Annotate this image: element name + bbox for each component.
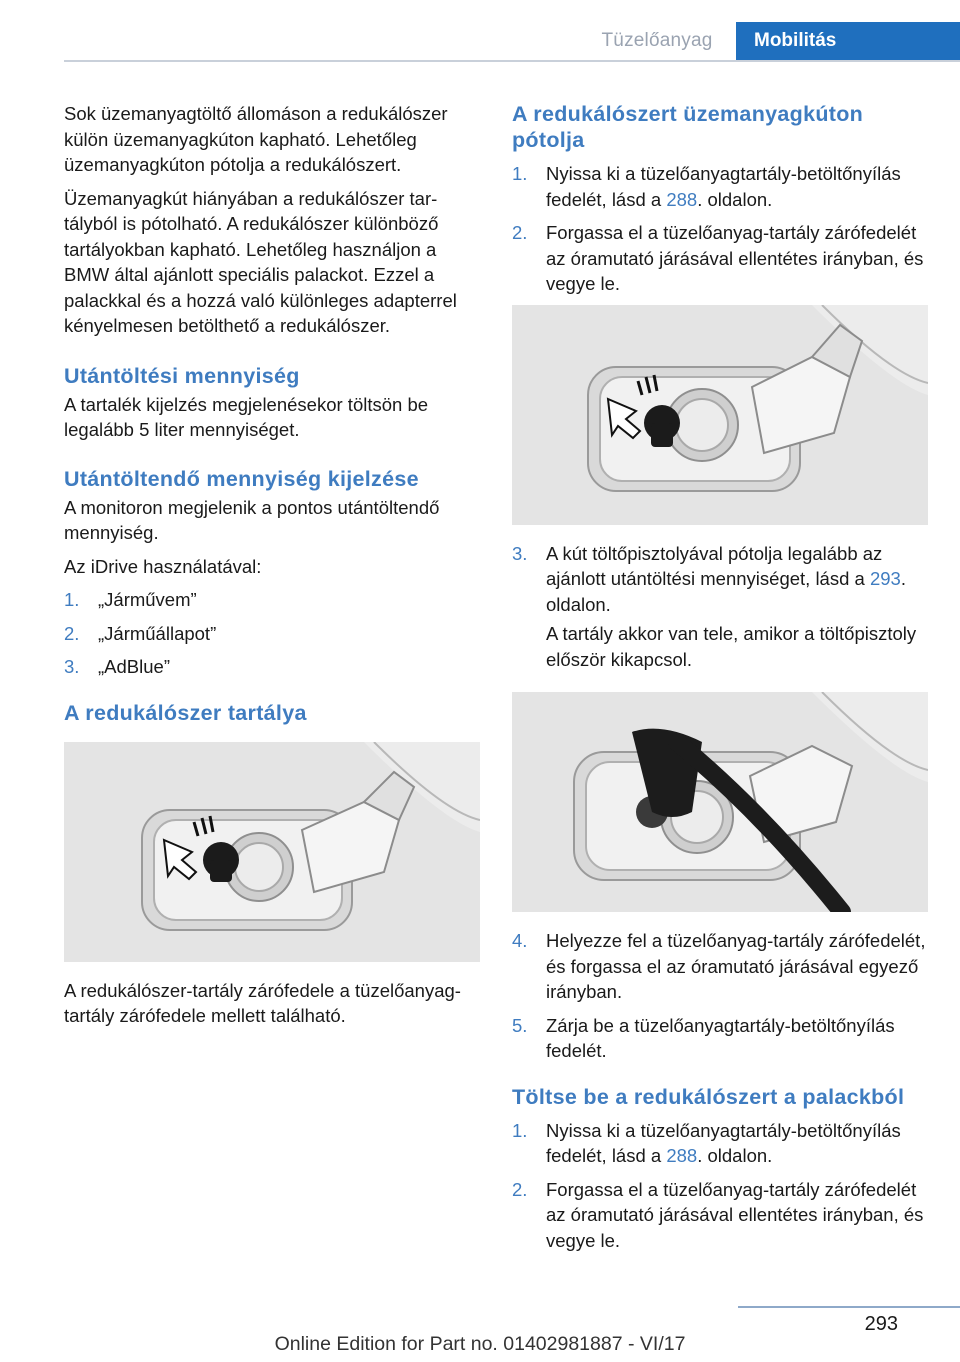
header-tab-mobility[interactable]: Mobilitás	[736, 22, 960, 60]
edition-footer: Online Edition for Part no. 01402981887 - VI/17	[274, 1333, 686, 1355]
list-item: 1. Nyissa ki a tüzelőanyagtartály-betöltőnyílás fedelét, lásd a 288. oldalon.	[512, 1119, 901, 1166]
heading-refill-from-bottle: Töltse be a redukálószert a palackból	[512, 1084, 905, 1109]
idrive-paragraph: Az iDrive használatával:	[64, 555, 262, 577]
tank-caption: A redukálószer-tartály zárófedele a tüzelőanyag-tartály zárófedele mellett található.	[64, 979, 461, 1026]
list-item: 3. „AdBlue”	[64, 656, 170, 677]
heading-reductant-tank: A redukálószer tartálya	[64, 700, 307, 725]
heading-refill-quantity: Utántöltési mennyiség	[64, 363, 300, 388]
list-item: 2. Forgassa el a tüzelőanyag-tartály zárófedelét az óramutató járásával ellentétes irányban, és vegye le.	[512, 1178, 924, 1251]
page-link-293[interactable]: 293	[869, 568, 901, 589]
station-steps-a	[512, 161, 928, 297]
list-item: 2. „Járműállapot”	[64, 622, 217, 644]
reductant-tank-cap-photo	[64, 742, 480, 962]
step-3-note: A tartály akkor van tele, amikor a töltőpisztoly először kikapcsol.	[546, 623, 917, 670]
station-steps-b	[512, 928, 928, 1064]
refill-quantity-paragraph: A tartalék kijelzés megjelenésekor töltsön be legalább 5 liter mennyiséget.	[64, 393, 429, 440]
list-item: 4. Helyezze fel a tüzelőanyag-tartály zárófedelét, és forgassa el az óramutató járásával egyező irányban.	[512, 930, 926, 1002]
right-column	[512, 101, 928, 1261]
list-item: 1. „Járművem”	[64, 589, 197, 610]
page-link-288[interactable]: 288	[666, 188, 698, 210]
footer-divider	[738, 1306, 960, 1308]
bottle-steps	[512, 1118, 928, 1254]
refill-display-paragraph: A monitoron megjelenik a pontos utántöltendő mennyiség.	[64, 496, 440, 543]
list-item: 2. Forgassa el a tüzelőanyag-tartály zárófedelét az óramutató járásával ellentétes irányban, és vegye le.	[512, 222, 924, 294]
header-divider	[64, 60, 960, 62]
idrive-steps	[64, 587, 482, 680]
list-item: 1. Nyissa ki a tüzelőanyagtartály-betöltőnyílás fedelét, lásd a 288. oldalon.	[512, 163, 901, 210]
list-item: 5. Zárja be a tüzelőanyagtartály-betöltőnyílás fedelét.	[512, 1014, 895, 1061]
intro-paragraph-2: Üzemanyagkút hiányában a redukálószer tartályból is pótolható. A redukálószer különböző tartályokban kapható. Lehetőleg használjon a BMW által ajánlott speciális palackot. Ezzel a palackkal és a hozzá való különleges adapterrel kényelmesen betölthető a redukálószer.	[64, 187, 457, 336]
left-column	[64, 101, 482, 1029]
list-item: 3. A kút töltőpisztolyával pótolja legalább az ajánlott utántöltési mennyiséget, lásd a 293. oldalon.	[512, 542, 906, 615]
page-number: 293	[864, 1313, 898, 1335]
heading-refill-display: Utántöltendő mennyiség kijelzése	[64, 466, 419, 491]
filling-nozzle-photo	[512, 692, 928, 912]
heading-refill-at-station: A redukálószert üzemanyagkúton pótolja	[512, 102, 864, 152]
page-link-288[interactable]: 288	[666, 1145, 698, 1166]
station-step-3	[512, 541, 928, 618]
fuel-cap-open-photo	[512, 305, 928, 525]
intro-paragraph-1: Sok üzemanyagtöltő állomáson a redukálószer külön üzemanyagkúton kapható. Lehetőleg üzemanyagkúton pótolja a redukálószert.	[64, 103, 448, 175]
header-tab-fuel[interactable]: Tüzelőanyag	[601, 30, 713, 51]
